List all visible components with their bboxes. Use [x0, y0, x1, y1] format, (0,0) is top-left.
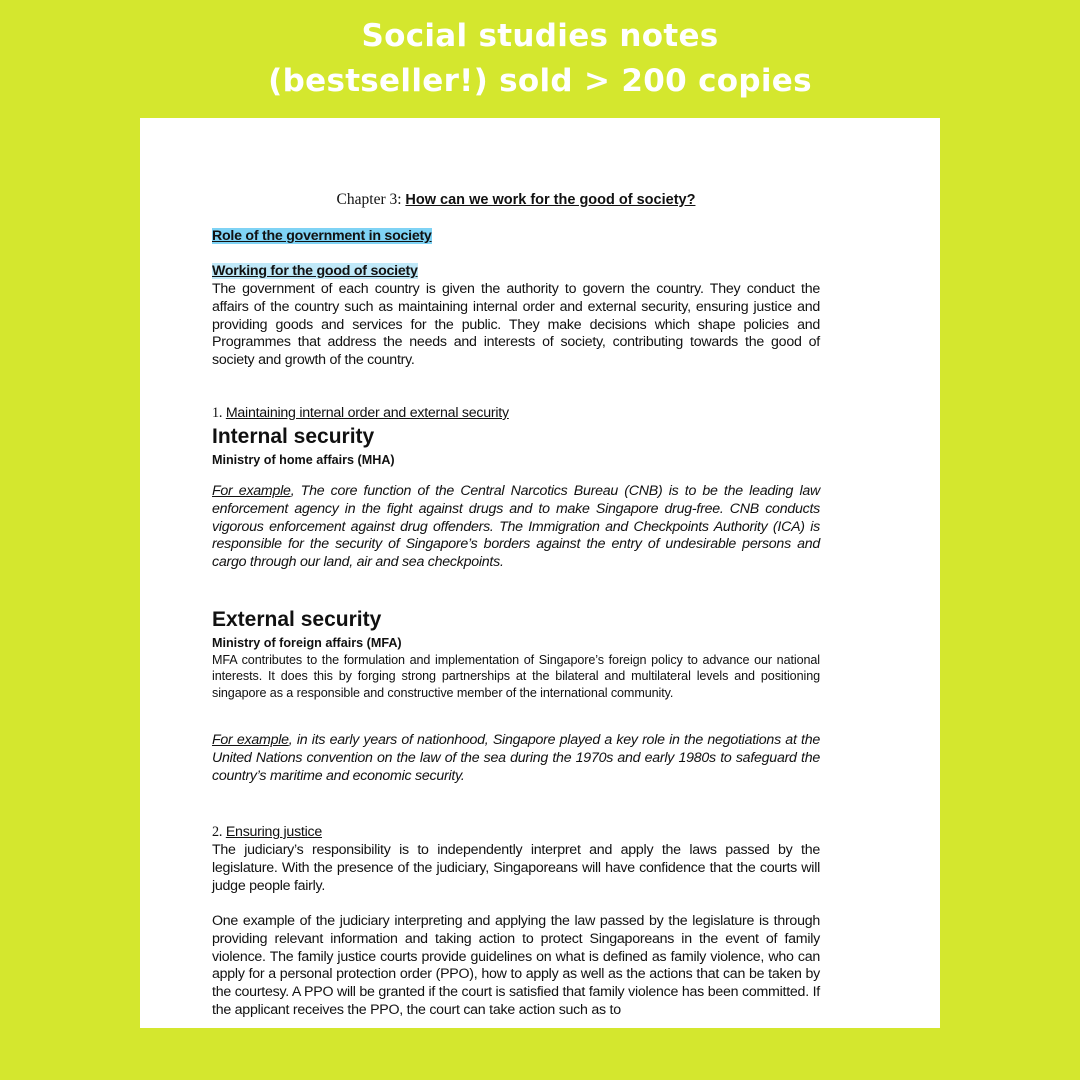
point-1-title: Maintaining internal order and external security — [225, 405, 509, 421]
headline — [0, 14, 1080, 104]
example-text: , The core function of the Central Narcotics Bureau (CNB) is to be the leading law enforcement agency in the fight against drugs and to make Singapore drug-free. CNB conducts vigorous enforcement against drug offenders. The Immigration and Checkpoints Authority (ICA) is responsible for the security of Singapore’s borders against the entry of undesirable persons and cargo through our land, air and sea checkpoints. — [212, 483, 820, 571]
chapter-prefix: Chapter 3: — [336, 191, 402, 208]
justice-paragraph: The judiciary’s responsibility is to independently interpret and apply the laws passed by the legislature. With the presence of the judiciary, Singaporeans will have confidence that the courts will judge people fairly. — [212, 842, 820, 894]
external-security-heading: External security — [212, 608, 382, 631]
chapter-question: How can we work for the good of society? — [405, 192, 696, 208]
internal-example — [212, 483, 820, 572]
headline-line-1: Social studies notes — [361, 18, 719, 54]
point-1-number: 1. — [212, 405, 223, 421]
justice-example-paragraph: One example of the judiciary interpreting and applying the law passed by the legislature is through providing relevant information and taking action to protect Singaporeans in the event of family violence. The family justice courts provide guidelines on what is defined as family violence, who can apply for a personal protection order (PPO), how to apply as well as the actions that can be taken by the courtesy. A PPO will be granted if the court is satisfied that family violence has been committed. If the applicant receives the PPO, the court can take action such as to — [212, 913, 820, 1018]
internal-security-heading: Internal security — [212, 425, 375, 448]
point-2-heading — [212, 824, 820, 842]
example-label: For example — [212, 732, 289, 748]
point-1-heading — [212, 405, 820, 423]
headline-line-2: (bestseller!) sold > 200 copies — [268, 63, 812, 99]
external-ministry: Ministry of foreign affairs (MFA) — [212, 636, 402, 650]
external-paragraph: MFA contributes to the formulation and implementation of Singapore’s foreign policy to advance our national interests. It does this by forging strong partnerships at the bilateral and multilateral levels and positioning singapore as a responsible and constructive member of the international community. — [212, 653, 820, 700]
intro-paragraph: The government of each country is given the authority to govern the country. They conduct the affairs of the country such as maintaining internal order and external security, ensuring justice and providing goods and services for the public. They make decisions which shape policies and Programmes that address the needs and interests of society, contributing towards the good of society and growth of the country. — [212, 281, 820, 369]
example-label: For example — [212, 483, 291, 499]
document-page — [140, 118, 940, 1028]
section-working-heading — [212, 263, 820, 281]
point-2-title: Ensuring justice — [225, 824, 322, 840]
example-text: , in its early years of nationhood, Singapore played a key role in the negotiations at the United Nations convention on the law of the sea during the 1970s and early 1980s to safeguard the country’s maritime and economic security. — [212, 732, 820, 784]
point-2-number: 2. — [212, 824, 223, 840]
internal-ministry: Ministry of home affairs (MHA) — [212, 453, 395, 467]
chapter-title — [212, 191, 820, 209]
section-role-text: Role of the government in society — [212, 228, 432, 244]
external-example — [212, 732, 820, 785]
section-role-heading — [212, 228, 820, 246]
section-working-text: Working for the good of society — [212, 263, 418, 279]
